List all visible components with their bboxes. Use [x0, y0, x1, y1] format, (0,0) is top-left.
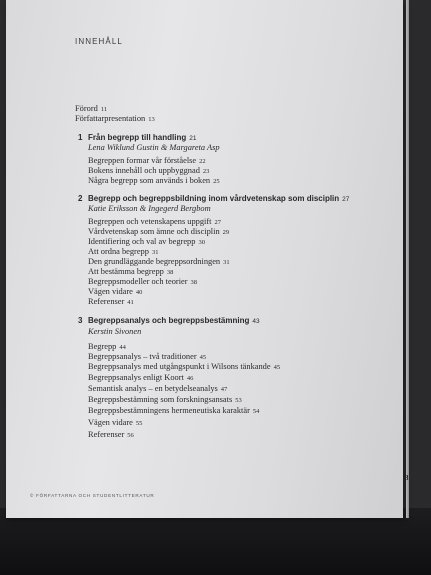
entry-title: Den grundläggande begreppsordningen: [88, 257, 221, 266]
entry-page: 25: [213, 178, 220, 185]
entry-page: 55: [135, 420, 143, 427]
entry-page: 31: [151, 249, 159, 256]
entry-page: 30: [198, 239, 205, 246]
entry-page: 47: [220, 386, 228, 393]
toc-entry: [88, 247, 158, 256]
toc-entry: [88, 217, 221, 226]
toc-entry: [88, 373, 193, 382]
entry-page: 44: [119, 344, 126, 351]
entry-title: Vägen vidare: [88, 418, 133, 427]
chapter-heading: [78, 133, 196, 142]
entry-page: 40: [135, 289, 143, 296]
toc-heading: INNEHÅLL: [75, 37, 123, 46]
entry-title: Några begrepp som används i boken: [88, 176, 211, 185]
toc-entry: [88, 395, 242, 404]
entry-title: Identifiering och val av begrepp: [88, 237, 196, 246]
copyright-footer: © FÖRFATTARNA OCH STUDENTLITTERATUR: [30, 493, 155, 498]
toc-entry: [88, 277, 197, 286]
chapter-page: 21: [189, 135, 197, 142]
toc-entry: [88, 267, 173, 276]
toc-entry: [88, 430, 134, 439]
entry-title: Begreppsmodeller och teorier: [88, 277, 188, 286]
chapter-title: Från begrepp till handling: [88, 133, 187, 142]
entry-page: 23: [202, 168, 210, 175]
entry-page: 56: [127, 432, 134, 439]
entry-title: Referenser: [88, 430, 125, 439]
entry-page: 38: [190, 279, 198, 286]
entry-title: Begreppsanalys – två traditioner: [88, 352, 197, 361]
entry-title: Begreppsbestämning som forskningsansats: [88, 395, 233, 404]
toc-entry: [88, 166, 209, 175]
toc-entry: [88, 237, 205, 246]
toc-entry: [88, 297, 134, 306]
entry-page: 11: [100, 106, 108, 113]
entry-title: Begrepp: [88, 342, 117, 351]
chapter-heading: [78, 194, 349, 203]
entry-title: Begreppen och vetenskapens uppgift: [88, 217, 212, 226]
entry-title: Att ordna begrepp: [88, 247, 149, 256]
toc-entry: [88, 227, 229, 236]
chapter-page: 27: [342, 196, 350, 203]
chapter-page: 43: [252, 318, 260, 325]
entry-page: 46: [186, 375, 194, 382]
entry-title: Förord: [75, 104, 98, 113]
toc-entry: [88, 287, 142, 296]
chapter-authors: Lena Wiklund Gustin & Margareta Asp: [88, 143, 220, 152]
toc-entry: [88, 406, 259, 415]
entry-page: 45: [273, 364, 281, 371]
chapter-title: Begrepp och begreppsbildning inom vårdvetenskap som disciplin: [88, 194, 340, 203]
toc-entry: [88, 384, 227, 393]
page-edge: [406, 0, 409, 518]
chapter-authors: Katie Eriksson & Ingegerd Bergbom: [88, 204, 211, 213]
entry-title: Begreppsanalys med utgångspunkt i Wilsons tänkande: [88, 362, 271, 371]
background-surface: [0, 508, 431, 575]
entry-title: Semantisk analys – en betydelseanalys: [88, 384, 218, 393]
entry-title: Att bestämma begrepp: [88, 267, 164, 276]
chapter-authors: Kerstin Sivonen: [88, 327, 142, 336]
entry-title: Bokens innehåll och uppbyggnad: [88, 166, 200, 175]
toc-entry: [75, 104, 107, 113]
entry-title: Begreppen formar vår förståelse: [88, 156, 197, 165]
chapter-heading: [78, 316, 260, 325]
entry-page: 27: [214, 219, 221, 226]
entry-page: 13: [148, 116, 155, 123]
toc-entry: [88, 156, 206, 165]
chapter-number: 1: [78, 133, 83, 142]
entry-title: Begreppsanalys enligt Koort: [88, 373, 184, 382]
chapter-number: 2: [78, 194, 83, 203]
entry-title: Vårdvetenskap som ämne och disciplin: [88, 227, 220, 236]
toc-entry: [88, 342, 126, 351]
entry-page: 38: [166, 269, 174, 276]
entry-page: 53: [235, 397, 242, 404]
entry-title: Referenser: [88, 297, 125, 306]
toc-entry: [88, 352, 206, 361]
toc-entry: [75, 114, 155, 123]
entry-page: 54: [252, 408, 260, 415]
toc-entry: [88, 176, 220, 185]
page-number: 3: [405, 474, 409, 482]
book-page: [6, 0, 403, 518]
entry-page: 41: [127, 299, 134, 306]
entry-page: 22: [199, 158, 206, 165]
toc-entry: [88, 418, 142, 427]
entry-page: 45: [199, 354, 207, 361]
entry-title: Begreppsbestämningens hermeneutiska karaktär: [88, 406, 250, 415]
chapter-title: Begreppsanalys och begreppsbestämning: [88, 316, 250, 325]
toc-entry: [88, 362, 280, 371]
entry-title: Författarpresentation: [75, 114, 146, 123]
entry-title: Vägen vidare: [88, 287, 133, 296]
chapter-number: 3: [78, 316, 83, 325]
toc-entry: [88, 257, 230, 266]
entry-page: 29: [222, 229, 230, 236]
entry-page: 31: [223, 259, 230, 266]
